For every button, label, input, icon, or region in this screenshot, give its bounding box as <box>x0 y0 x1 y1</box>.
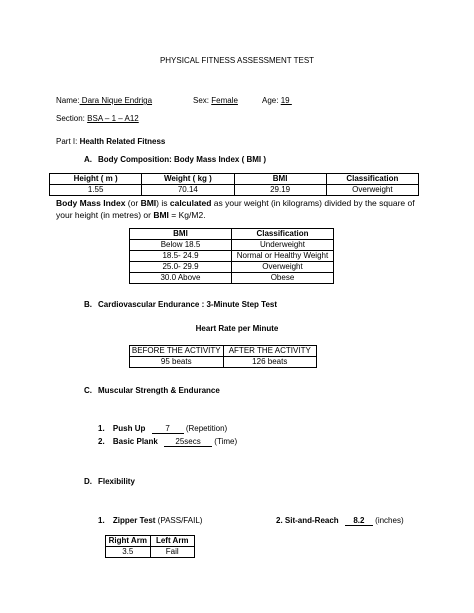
table-cell: 18.5- 24.9 <box>130 251 232 262</box>
section-c-title: Muscular Strength & Endurance <box>98 386 220 395</box>
table-header: Classification <box>326 174 418 185</box>
age-label: Age: <box>262 96 279 105</box>
sit-and-reach-unit: (inches) <box>375 516 404 525</box>
def-text: your height (in metres) or <box>56 210 154 220</box>
section-row <box>56 114 139 123</box>
push-up-value: 7 <box>152 424 184 434</box>
name-label: Name: <box>56 96 80 105</box>
push-up-unit: (Repetition) <box>185 424 228 433</box>
zipper-test-label: Zipper Test <box>112 516 156 525</box>
table-header: Weight ( kg ) <box>142 174 234 185</box>
sit-and-reach-value: 8.2 <box>345 516 373 526</box>
table-header: Left Arm <box>150 536 195 547</box>
sex-value: Female <box>211 96 238 105</box>
table-header: Height ( m ) <box>50 174 142 185</box>
table-cell: Obese <box>232 273 334 284</box>
table-cell: Fail <box>150 547 195 558</box>
table-header-row <box>50 174 419 185</box>
table-row <box>106 547 195 558</box>
page-title: PHYSICAL FITNESS ASSESSMENT TEST <box>159 56 315 65</box>
def-text: . <box>203 210 206 220</box>
sit-and-reach-row <box>276 516 404 526</box>
part-prefix: Part I: <box>56 137 80 146</box>
age-row <box>262 96 292 105</box>
table-header: BMI <box>130 229 232 240</box>
def-term: Body Mass Index <box>56 198 126 208</box>
table-cell: 25.0- 29.9 <box>130 262 232 273</box>
push-up-label: Push Up <box>112 424 146 433</box>
table-cell: Normal or Healthy Weight <box>232 251 334 262</box>
table-header: BMI <box>234 174 326 185</box>
table-header-row <box>106 536 195 547</box>
table-row <box>50 185 419 196</box>
zipper-test-unit: (PASS/FAIL) <box>157 516 203 525</box>
section-d-title: Flexibility <box>98 477 135 486</box>
table-row <box>130 357 317 368</box>
def-text: (or <box>125 198 141 208</box>
list-number: 1. <box>98 516 105 525</box>
table-cell: 126 beats <box>223 357 317 368</box>
sit-and-reach-label: 2. Sit-and-Reach <box>276 516 339 525</box>
zipper-test-row <box>98 516 202 525</box>
bmi-result-table <box>49 173 419 196</box>
section-c-letter: C. <box>84 386 92 395</box>
section-a-letter: A. <box>84 155 92 164</box>
bmi-classification-table <box>129 228 334 284</box>
plank-row <box>98 437 237 447</box>
table-cell: 29.19 <box>234 185 326 196</box>
def-term: BMI <box>153 210 169 220</box>
section-b-letter: B. <box>84 300 92 309</box>
table-cell: 1.55 <box>50 185 142 196</box>
heart-rate-subtitle: Heart Rate per Minute <box>195 324 279 333</box>
table-cell: Below 18.5 <box>130 240 232 251</box>
table-cell: 70.14 <box>142 185 234 196</box>
bmi-definition <box>56 197 415 221</box>
name-row <box>56 96 152 105</box>
sex-label: Sex: <box>193 96 210 105</box>
table-cell: 30.0 Above <box>130 273 232 284</box>
table-cell: Overweight <box>232 262 334 273</box>
list-number: 1. <box>98 424 105 433</box>
part-heading <box>56 137 165 146</box>
table-row <box>130 240 334 251</box>
table-cell: 95 beats <box>130 357 224 368</box>
section-label: Section: <box>56 114 85 123</box>
def-text: = Kg/M2 <box>168 210 204 220</box>
plank-unit: (Time) <box>214 437 238 446</box>
section-a-title: Body Composition: Body Mass Index ( BMI ) <box>98 155 267 164</box>
section-b-title: Cardiovascular Endurance : 3-Minute Step Test <box>98 300 278 309</box>
name-value: Dara Nique Endriga <box>79 96 153 105</box>
table-cell: 3.5 <box>106 547 151 558</box>
def-text: as your weight (in kilograms) divided by the square of <box>211 198 415 208</box>
plank-value: 25secs <box>164 437 212 447</box>
def-term: calculated <box>169 198 212 208</box>
age-value: 19 <box>280 96 292 105</box>
table-cell: Overweight <box>326 185 418 196</box>
push-up-row <box>98 424 227 434</box>
plank-label: Basic Plank <box>112 437 158 446</box>
table-row <box>130 273 334 284</box>
table-row <box>130 262 334 273</box>
section-value: BSA – 1 – A12 <box>87 114 139 123</box>
zipper-test-table <box>105 535 195 558</box>
section-d-letter: D. <box>84 477 92 486</box>
table-header: AFTER THE ACTIVITY <box>223 346 317 357</box>
table-cell: Underweight <box>232 240 334 251</box>
table-row <box>130 251 334 262</box>
table-header-row <box>130 346 317 357</box>
table-header: BEFORE THE ACTIVITY <box>130 346 224 357</box>
def-term: BMI <box>140 198 157 208</box>
list-number: 2. <box>98 437 105 446</box>
part-title: Health Related Fitness <box>79 137 166 146</box>
heart-rate-table <box>129 345 317 368</box>
table-header: Right Arm <box>106 536 151 547</box>
sex-row <box>193 96 238 105</box>
def-text: ) is <box>156 198 170 208</box>
table-header: Classification <box>232 229 334 240</box>
table-header-row <box>130 229 334 240</box>
